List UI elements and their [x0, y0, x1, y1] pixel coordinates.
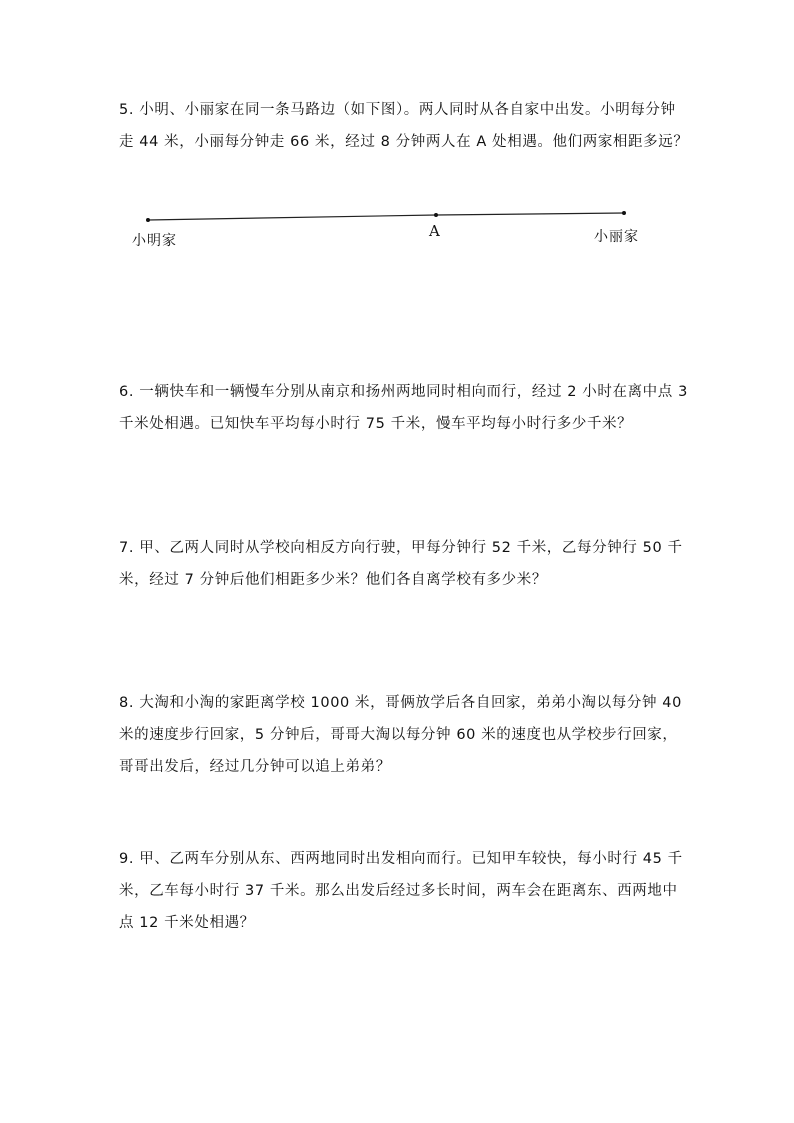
problem-8: 8. 大淘和小淘的家距离学校 1000 米，哥俩放学后各自回家，弟弟小淘以每分钟 40 米的速度步行回家，5 分钟后，哥哥大淘以每分钟 60 米的速度也从学校步行回家，哥哥出发后，经过几分钟可以追上弟弟？ [119, 695, 682, 775]
road-segment-left [148, 215, 436, 220]
problem-6: 6. 一辆快车和一辆慢车分别从南京和扬州两地同时相向而行，经过 2 小时在离中点 3 千米处相遇。已知快车平均每小时行 75 千米，慢车平均每小时行多少千米？ [119, 384, 688, 432]
end-point [622, 211, 626, 215]
start-point [146, 218, 150, 222]
label-xiaoli-home: 小丽家 [594, 229, 639, 245]
road-line-svg [120, 200, 660, 260]
problem-7: 7. 甲、乙两人同时从学校向相反方向行驶，甲每分钟行 52 千米，乙每分钟行 50 千米，经过 7 分钟后他们相距多少米？他们各自离学校有多少米？ [119, 540, 683, 588]
road-diagram [120, 200, 660, 260]
problem-5: 5. 小明、小丽家在同一条马路边（如下图）。两人同时从各自家中出发。小明每分钟走 44 米，小丽每分钟走 66 米，经过 8 分钟两人在 A 处相遇。他们两家相距多远？ [119, 102, 689, 150]
road-segment-right [436, 213, 624, 215]
meeting-point [434, 213, 438, 217]
label-meeting-point-a: A [429, 222, 441, 240]
label-xiaoming-home: 小明家 [132, 233, 177, 249]
problem-9: 9. 甲、乙两车分别从东、西两地同时出发相向而行。已知甲车较快，每小时行 45 千米，乙车每小时行 37 千米。那么出发后经过多长时间，两车会在距离东、西两地中点 12 千米处相遇？ [119, 851, 683, 931]
